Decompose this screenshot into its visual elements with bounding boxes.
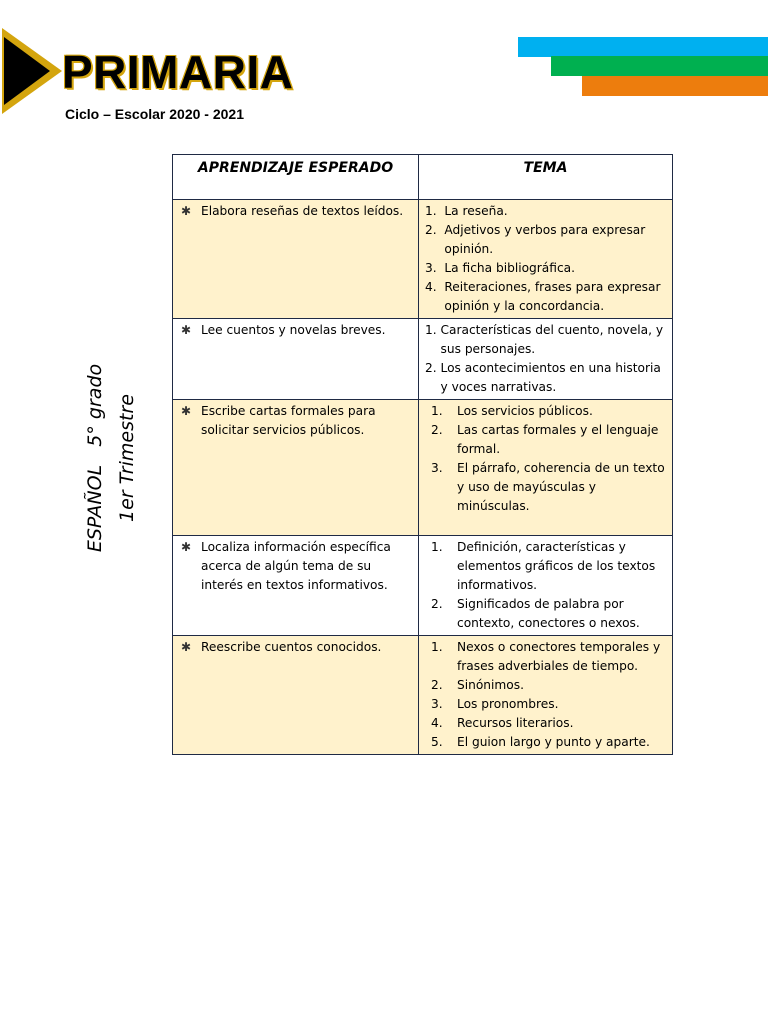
asterisk-bullet-icon: ✱ bbox=[181, 540, 192, 554]
tema-list-item bbox=[425, 321, 666, 359]
aprendizaje-text: Escribe cartas formales para solicitar servicios públicos. bbox=[201, 404, 376, 437]
table-row bbox=[173, 400, 673, 536]
school-cycle-subtitle: Ciclo – Escolar 2020 - 2021 bbox=[65, 106, 244, 122]
tema-number: 4. bbox=[431, 716, 443, 730]
decorative-stripe-green bbox=[551, 56, 768, 76]
tema-number: 1. bbox=[431, 540, 443, 554]
tema-number: 1. bbox=[425, 323, 441, 337]
tema-text: Recursos literarios. bbox=[457, 716, 574, 730]
tema-text: Los acontecimientos en una historia y voces narrativas. bbox=[440, 361, 661, 394]
tema-text: La reseña. bbox=[444, 204, 508, 218]
tema-list-item bbox=[425, 402, 666, 421]
tema-text: Los servicios públicos. bbox=[457, 404, 593, 418]
tema-number: 5. bbox=[431, 735, 443, 749]
tema-list-item bbox=[425, 733, 666, 752]
tema-cell bbox=[419, 636, 673, 755]
tema-text: Sinónimos. bbox=[457, 678, 524, 692]
tema-list bbox=[425, 202, 666, 316]
tema-list bbox=[425, 538, 666, 633]
column-header-aprendizaje: APRENDIZAJE ESPERADO bbox=[173, 155, 419, 200]
tema-text: Reiteraciones, frases para expresar opinión y la concordancia. bbox=[444, 280, 661, 313]
tema-list-item bbox=[425, 221, 666, 259]
tema-number: 3. bbox=[431, 461, 443, 475]
tema-list-item bbox=[425, 202, 666, 221]
tema-number: 2. bbox=[425, 361, 441, 375]
table-row bbox=[173, 200, 673, 319]
tema-list-item bbox=[425, 695, 666, 714]
tema-number: 3. bbox=[425, 261, 445, 275]
aprendizaje-cell bbox=[173, 536, 419, 636]
tema-list-item bbox=[425, 714, 666, 733]
trimester-line: 1er Trimestre bbox=[116, 394, 138, 522]
tema-list-item bbox=[425, 459, 666, 516]
table-row bbox=[173, 636, 673, 755]
tema-list bbox=[425, 402, 666, 516]
tema-list-item bbox=[425, 359, 666, 397]
tema-number: 2. bbox=[431, 423, 443, 437]
curriculum-table bbox=[172, 154, 673, 755]
tema-cell bbox=[419, 200, 673, 319]
aprendizaje-text: Lee cuentos y novelas breves. bbox=[201, 323, 386, 337]
asterisk-bullet-icon: ✱ bbox=[181, 404, 192, 418]
aprendizaje-cell bbox=[173, 319, 419, 400]
tema-text: Los pronombres. bbox=[457, 697, 559, 711]
tema-text: Características del cuento, novela, y sus personajes. bbox=[440, 323, 664, 356]
asterisk-bullet-icon: ✱ bbox=[181, 640, 192, 654]
tema-number: 4. bbox=[425, 280, 445, 294]
tema-list-item bbox=[425, 421, 666, 459]
aprendizaje-cell bbox=[173, 636, 419, 755]
tema-cell bbox=[419, 400, 673, 536]
table-header-row bbox=[173, 155, 673, 200]
aprendizaje-text: Reescribe cuentos conocidos. bbox=[201, 640, 382, 654]
tema-number: 2. bbox=[431, 678, 443, 692]
tema-text: El párrafo, coherencia de un texto y uso de mayúsculas y minúsculas. bbox=[457, 461, 665, 513]
decorative-stripe-orange bbox=[582, 76, 768, 96]
asterisk-bullet-icon: ✱ bbox=[181, 323, 192, 337]
tema-list-item bbox=[425, 278, 666, 316]
tema-list-item bbox=[425, 538, 666, 595]
aprendizaje-cell bbox=[173, 400, 419, 536]
column-header-tema: TEMA bbox=[419, 155, 673, 200]
tema-cell bbox=[419, 536, 673, 636]
tema-text: El guion largo y punto y aparte. bbox=[457, 735, 650, 749]
tema-list-item bbox=[425, 638, 666, 676]
tema-list-item bbox=[425, 259, 666, 278]
tema-list-item bbox=[425, 676, 666, 695]
aprendizaje-cell bbox=[173, 200, 419, 319]
tema-number: 3. bbox=[431, 697, 443, 711]
aprendizaje-text: Localiza información específica acerca de algún tema de su interés en textos informativos. bbox=[201, 540, 391, 592]
asterisk-bullet-icon: ✱ bbox=[181, 204, 192, 218]
tema-number: 1. bbox=[431, 640, 443, 654]
tema-text: Significados de palabra por contexto, conectores o nexos. bbox=[457, 597, 640, 630]
tema-text: Definición, características y elementos gráficos de los textos informativos. bbox=[457, 540, 656, 592]
page-title: PRIMARIA bbox=[62, 46, 294, 98]
tema-text: Nexos o conectores temporales y frases adverbiales de tiempo. bbox=[457, 640, 661, 673]
tema-number: 2. bbox=[425, 223, 445, 237]
logo-arrow-inner-icon bbox=[4, 37, 50, 105]
tema-cell bbox=[419, 319, 673, 400]
subject-grade-label bbox=[79, 348, 149, 568]
tema-text: La ficha bibliográfica. bbox=[444, 261, 575, 275]
decorative-stripe-blue bbox=[518, 37, 768, 57]
tema-list bbox=[425, 638, 666, 752]
tema-number: 2. bbox=[431, 597, 443, 611]
subject-grade-line: ESPAÑOL 5° grado bbox=[84, 363, 106, 553]
tema-text: Adjetivos y verbos para expresar opinión. bbox=[444, 223, 646, 256]
tema-text: Las cartas formales y el lenguaje formal. bbox=[457, 423, 659, 456]
tema-list-item bbox=[425, 595, 666, 633]
aprendizaje-text: Elabora reseñas de textos leídos. bbox=[201, 204, 404, 218]
tema-list bbox=[425, 321, 666, 397]
tema-number: 1. bbox=[425, 204, 445, 218]
table-row bbox=[173, 319, 673, 400]
table-body bbox=[173, 200, 673, 755]
table-row bbox=[173, 536, 673, 636]
tema-number: 1. bbox=[431, 404, 443, 418]
